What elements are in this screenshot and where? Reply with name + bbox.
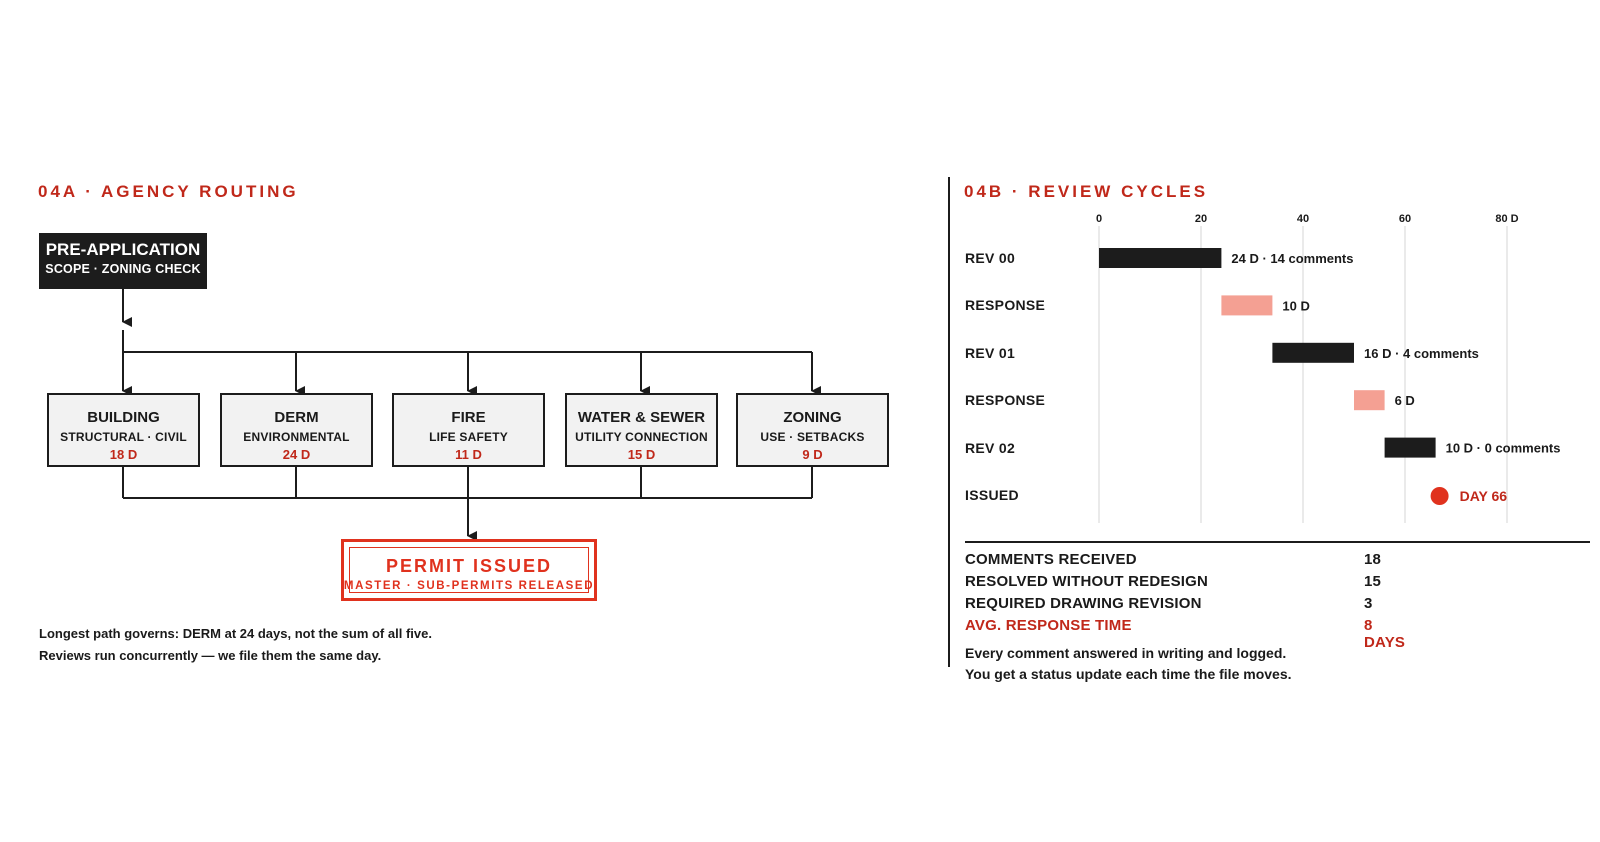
permit-subtitle: MASTER · SUB-PERMITS RELEASED xyxy=(343,580,595,592)
cycles-note: You get a status update each time the file moves. xyxy=(965,666,1292,682)
row-label: REV 00 xyxy=(965,250,1016,266)
review-bar xyxy=(1272,343,1354,363)
x-tick-label: 0 xyxy=(1095,213,1103,225)
row-label: RESPONSE xyxy=(965,392,1046,409)
agency-scope: UTILITY CONNECTION xyxy=(575,430,708,444)
stat-row-resolved xyxy=(965,573,1382,595)
bar-annotation: 10 D xyxy=(1282,298,1310,314)
agency-scope: STRUCTURAL · CIVIL xyxy=(60,430,187,444)
agency-days: 15 D xyxy=(627,447,656,462)
stat-value: 18 xyxy=(1364,551,1382,568)
review-cycles-title: 04B · REVIEW CYCLES xyxy=(964,182,1209,201)
issued-marker xyxy=(1431,487,1449,505)
stat-value: 3 xyxy=(1364,595,1373,612)
stats-rule xyxy=(965,541,1590,543)
agency-name: BUILDING xyxy=(87,409,160,426)
agency-scope: ENVIRONMENTAL xyxy=(243,430,350,444)
routing-note: Longest path governs: DERM at 24 days, not the sum of all five. xyxy=(39,626,432,641)
agency-name: ZONING xyxy=(783,409,842,426)
agency-scope: LIFE SAFETY xyxy=(429,430,508,444)
agency-days: 24 D xyxy=(282,447,311,462)
review-bar xyxy=(1385,438,1436,458)
bar-annotation: 16 D · 4 comments xyxy=(1364,345,1479,361)
bar-annotation: 24 D · 14 comments xyxy=(1231,251,1354,266)
stat-label: AVG. RESPONSE TIME xyxy=(965,617,1132,634)
x-tick-label: 80 D xyxy=(1495,213,1519,225)
row-label: REV 01 xyxy=(965,344,1016,361)
agency-routing-title: 04A · AGENCY ROUTING xyxy=(38,182,299,201)
permit-title: PERMIT ISSUED xyxy=(385,556,553,576)
response-bar xyxy=(1354,390,1385,410)
routing-note: Reviews run concurrently — we file them the same day. xyxy=(39,648,382,663)
row-label: RESPONSE xyxy=(965,297,1046,314)
agency-name: FIRE xyxy=(451,409,486,426)
cycles-notes xyxy=(965,643,1292,685)
review-bar xyxy=(1099,248,1221,268)
stat-row-required-revision xyxy=(965,595,1373,617)
x-tick-label: 60 xyxy=(1398,213,1412,225)
row-label: REV 02 xyxy=(965,439,1016,456)
agency-scope: USE · SETBACKS xyxy=(760,430,865,444)
response-bar xyxy=(1221,295,1272,315)
stat-value: 15 xyxy=(1364,573,1382,590)
stat-label: REQUIRED DRAWING REVISION xyxy=(965,595,1202,612)
bar-annotation: 6 D xyxy=(1394,393,1415,409)
stat-row-comments-received xyxy=(965,551,1382,573)
stat-label: COMMENTS RECEIVED xyxy=(965,551,1137,568)
bar-annotation: DAY 66 xyxy=(1459,488,1508,504)
pre-application-title: PRE-APPLICATION xyxy=(45,240,201,259)
stat-value: 8 DAYS xyxy=(1364,617,1406,651)
stats-table xyxy=(965,551,1406,651)
stat-row-avg-response xyxy=(965,617,1406,651)
x-tick-label: 40 xyxy=(1296,213,1310,225)
agency-days: 11 D xyxy=(455,447,482,462)
pre-application-subtitle: SCOPE · ZONING CHECK xyxy=(45,262,201,276)
agency-days: 9 D xyxy=(802,447,823,462)
row-label: ISSUED xyxy=(965,487,1019,503)
x-tick-label: 20 xyxy=(1194,213,1208,225)
bar-annotation: 10 D · 0 comments xyxy=(1445,440,1561,456)
stat-label: RESOLVED WITHOUT REDESIGN xyxy=(965,573,1209,590)
agency-name: WATER & SEWER xyxy=(577,409,706,426)
agency-days: 18 D xyxy=(109,447,138,462)
cycles-note: Every comment answered in writing and logged. xyxy=(965,645,1287,661)
agency-name: DERM xyxy=(274,409,319,426)
